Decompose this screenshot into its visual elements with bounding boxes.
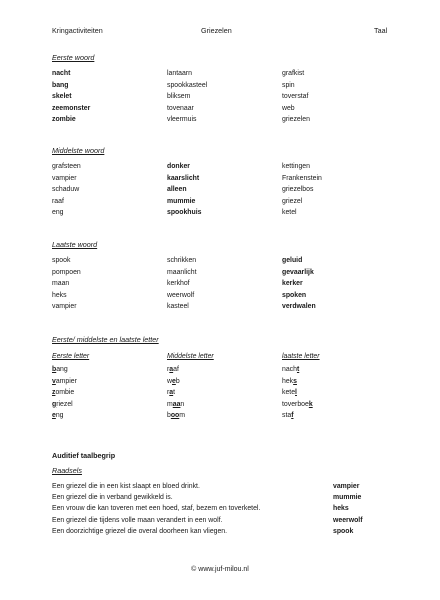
letter-row (52, 412, 392, 424)
highlight-letter: z (52, 389, 56, 397)
highlight-letter: a (169, 389, 174, 397)
word-cell: maanlicht (167, 268, 197, 276)
letter-word: raaf (167, 366, 179, 373)
word-cell: geluid (282, 257, 303, 264)
word-cell: skelet (52, 93, 72, 101)
riddle-question: Een griezel die in een kist slaapt en bloed drinkt. (52, 483, 200, 490)
highlight-letter: e (171, 377, 176, 385)
letter-header-row (52, 353, 392, 365)
highlight-letter: aa (172, 400, 181, 408)
word-cell: griezelen (282, 116, 310, 124)
riddle-question: Een doorzichtige griezel die overal doorheen kan vliegen. (52, 527, 228, 535)
highlight-letter: k (308, 400, 313, 408)
word-grid-eerste (52, 70, 392, 128)
word-cell: grafsteen (52, 163, 81, 170)
riddle-answer: spook (333, 527, 354, 535)
word-cell: schrikken (167, 257, 197, 264)
word-cell: alleen (167, 186, 187, 194)
letter-word: toverboek (282, 400, 313, 408)
letter-row (52, 378, 392, 390)
word-cell: spin (282, 81, 295, 89)
word-cell: bang (52, 81, 69, 89)
letter-grid (52, 353, 392, 365)
word-row (52, 292, 392, 304)
word-row (52, 257, 392, 269)
word-cell: heks (52, 291, 67, 299)
word-cell: nacht (52, 70, 71, 77)
letter-row (52, 389, 392, 401)
word-cell: spook (52, 257, 71, 264)
highlight-letter: l (295, 389, 297, 397)
word-cell: spookhuis (167, 209, 202, 217)
word-cell: pompoen (52, 268, 81, 276)
word-cell: vleermuis (167, 116, 197, 124)
word-row (52, 280, 392, 292)
riddle-row (52, 494, 392, 505)
highlight-letter: v (52, 377, 56, 385)
word-row (52, 186, 392, 198)
word-cell: griezel (282, 197, 303, 205)
word-row (52, 82, 392, 94)
word-cell: zeemonster (52, 104, 91, 112)
word-cell: griezelbos (282, 186, 314, 194)
word-cell: web (282, 104, 295, 112)
word-row (52, 269, 392, 281)
word-cell: kerkhof (167, 280, 190, 288)
word-cell: bliksem (167, 93, 191, 101)
letter-word: web (167, 377, 180, 385)
word-cell: vampier (52, 303, 77, 311)
riddle-question: Een vrouw die kan toveren met een hoed, staf, bezem en toverketel. (52, 505, 261, 513)
highlight-letter: g (52, 400, 57, 408)
letter-row (52, 401, 392, 413)
word-row (52, 70, 392, 82)
highlight-letter: a (169, 366, 174, 373)
auditief-heading: Auditief taalbegrip (52, 451, 116, 460)
word-cell: lantaarn (167, 70, 192, 77)
word-row (52, 105, 392, 117)
riddle-answer: vampier (333, 483, 360, 490)
letter-word: bang (52, 366, 68, 373)
word-cell: spoken (282, 291, 307, 299)
highlight-letter: oo (170, 412, 180, 420)
word-row (52, 93, 392, 105)
section-title-middelste: Middelste woord (52, 146, 105, 155)
highlight-letter: b (52, 366, 57, 373)
riddle-row (52, 528, 392, 539)
letter-word: rat (167, 389, 176, 397)
word-row (52, 163, 392, 175)
header-theme: Griezelen (201, 26, 232, 35)
letter-word: ketel (282, 389, 297, 397)
riddle-list (52, 483, 392, 539)
word-cell: tovenaar (167, 104, 194, 112)
riddle-row (52, 483, 392, 494)
word-grid-laatste (52, 257, 392, 315)
word-cell: toverstaf (282, 93, 309, 101)
word-cell: spookkasteel (167, 81, 208, 89)
letter-word: eng (52, 412, 64, 420)
column-header: laatste letter (282, 353, 320, 360)
word-row (52, 175, 392, 187)
letter-row (52, 366, 392, 378)
highlight-letter: s (293, 377, 297, 385)
word-cell: ketel (282, 209, 297, 217)
word-cell: weerwolf (167, 291, 195, 299)
word-cell: gevaarlijk (282, 268, 314, 276)
word-row (52, 116, 392, 128)
riddle-row (52, 517, 392, 528)
letter-word: staf (282, 412, 294, 420)
letter-word: nacht (282, 366, 300, 373)
riddle-answer: mummie (333, 494, 362, 502)
letter-words (52, 366, 392, 424)
highlight-letter: t (296, 366, 300, 373)
highlight-letter: e (52, 412, 56, 420)
letter-word: vampier (52, 377, 77, 385)
letter-word: boom (167, 412, 186, 420)
section-title-eerste: Eerste woord (52, 53, 95, 62)
copyright-footer: © www.juf-milou.nl (191, 566, 249, 573)
word-cell: vampier (52, 174, 77, 182)
word-cell: donker (167, 163, 190, 170)
word-row (52, 198, 392, 210)
word-cell: maan (52, 280, 70, 288)
word-cell: kettingen (282, 163, 310, 170)
section-title-letters: Eerste/ middelste en laatste letter (52, 335, 159, 344)
highlight-letter: f (291, 412, 294, 420)
raadsels-title: Raadsels (52, 466, 82, 475)
column-header: Middelste letter (167, 353, 214, 360)
header-subject: Kringactiviteiten (52, 26, 103, 35)
word-cell: zombie (52, 116, 76, 124)
section-title-laatste: Laatste woord (52, 240, 98, 249)
riddle-answer: weerwolf (333, 516, 363, 524)
riddle-row (52, 505, 392, 516)
word-cell: verdwalen (282, 303, 316, 311)
word-cell: kasteel (167, 303, 189, 311)
word-cell: grafkist (282, 70, 305, 77)
word-cell: mummie (167, 197, 196, 205)
riddle-question: Een griezel die tijdens volle maan verandert in een wolf. (52, 516, 223, 524)
letter-word: heks (282, 377, 297, 385)
riddle-answer: heks (333, 505, 349, 513)
column-header: Eerste letter (52, 353, 90, 360)
word-row (52, 303, 392, 315)
riddle-question: Een griezel die in verband gewikkeld is. (52, 494, 173, 502)
word-cell: kerker (282, 280, 303, 288)
letter-word: zombie (52, 389, 75, 397)
letter-word: griezel (52, 400, 73, 408)
word-row (52, 209, 392, 221)
word-cell: Frankenstein (282, 174, 322, 182)
word-grid-middelste (52, 163, 392, 221)
header-area: Taal (374, 26, 388, 35)
word-cell: kaarslicht (167, 174, 200, 182)
word-cell: schaduw (52, 186, 80, 194)
word-cell: raaf (52, 197, 64, 205)
letter-word: maan (167, 400, 185, 408)
word-cell: eng (52, 209, 64, 217)
